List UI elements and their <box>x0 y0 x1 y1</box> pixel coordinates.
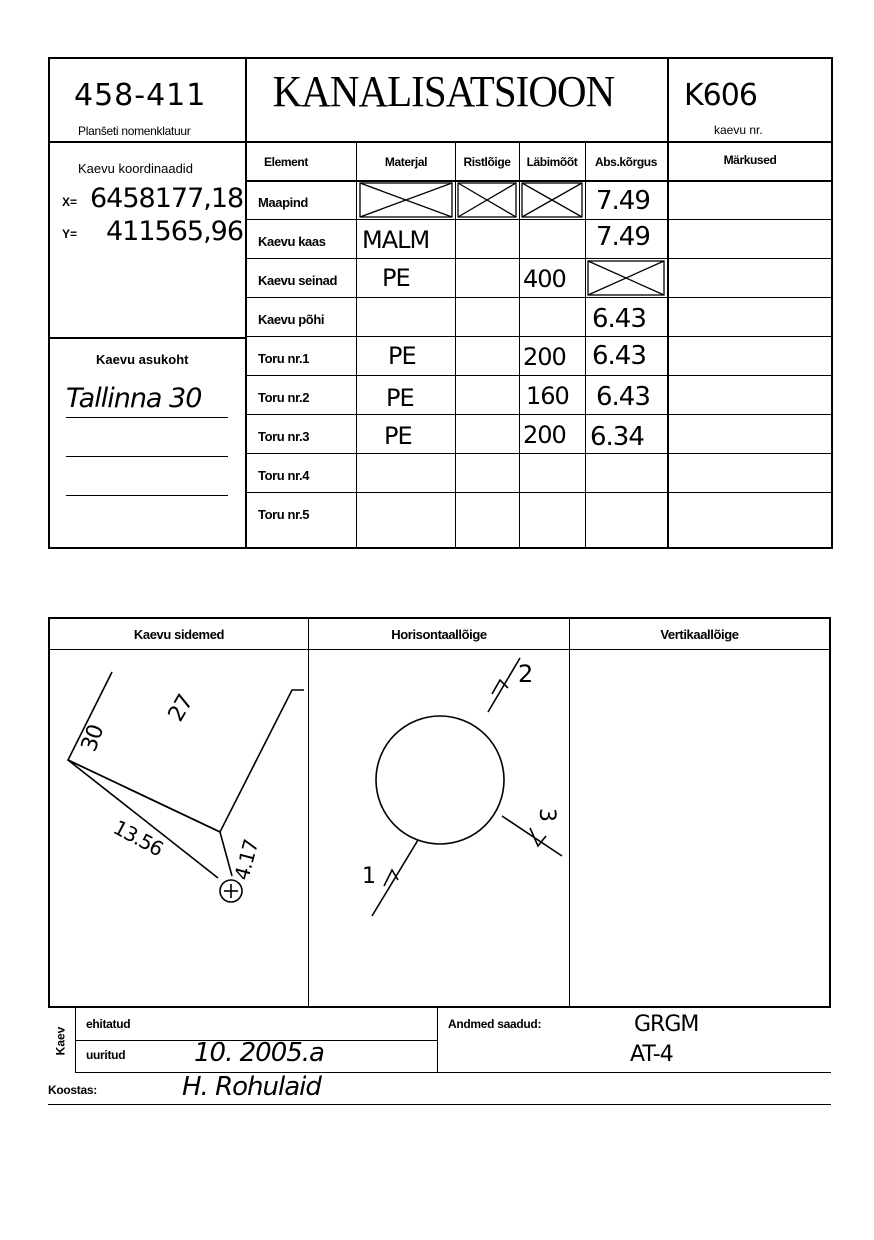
tie-value: 27 <box>163 690 199 727</box>
page-title: KANALISATSIOON <box>272 67 615 116</box>
row-label: Toru nr.5 <box>258 507 310 522</box>
cell-diameter: 200 <box>523 421 566 449</box>
row-label: Kaevu seinad <box>258 273 338 288</box>
cell-diameter: 400 <box>523 265 566 293</box>
row-label: Toru nr.4 <box>258 468 310 483</box>
coords-label: Kaevu koordinaadid <box>78 161 193 176</box>
header-notes: Märkused <box>723 153 777 167</box>
row-label: Kaevu põhi <box>258 312 325 327</box>
location-label: Kaevu asukoht <box>96 352 189 367</box>
x-label: X= <box>62 195 78 209</box>
data-source-label: Andmed saadud: <box>448 1017 542 1031</box>
author-label: Koostas: <box>48 1083 97 1097</box>
surveyed-value: 10. 2005.a <box>194 1038 324 1068</box>
cell-material: PE <box>384 422 412 450</box>
header-element: Element <box>264 155 308 169</box>
row-label: Toru nr.2 <box>258 390 310 405</box>
y-label: Y= <box>62 227 78 241</box>
side-label: Kaev <box>53 1026 68 1056</box>
row-label: Kaevu kaas <box>258 234 326 249</box>
cell-material: MALM <box>362 226 430 254</box>
cell-diameter: 160 <box>526 382 569 410</box>
well-number-label: kaevu nr. <box>714 123 763 137</box>
data-source-value: AT-4 <box>630 1042 673 1067</box>
header-elevation: Abs.kõrgus <box>594 155 657 169</box>
data-source-value: GRGM <box>634 1012 699 1037</box>
built-label: ehitatud <box>86 1017 131 1031</box>
horizontal-section-label: Horisontaallõige <box>391 627 487 642</box>
tie-value: 4.17 <box>229 837 264 883</box>
cell-elevation: 7.49 <box>596 186 650 216</box>
cell-material: PE <box>382 264 410 292</box>
row-label: Maapind <box>258 195 308 210</box>
well-number: K606 <box>684 78 757 113</box>
vertical-section-label: Vertikaallõige <box>660 627 739 642</box>
cell-material: PE <box>388 342 416 370</box>
header-cross: Ristlõige <box>463 155 511 169</box>
author-value: H. Rohulaid <box>182 1072 321 1102</box>
pipe-label: 3 <box>534 808 559 821</box>
surveyed-label: uuritud <box>86 1048 126 1062</box>
sheet-number: 458-411 <box>74 78 207 113</box>
pipe-label: 2 <box>518 660 533 688</box>
tie-value: 30 <box>76 722 110 755</box>
pipe-label: 1 <box>362 864 375 889</box>
header-diameter: Läbimõõt <box>526 155 578 169</box>
y-coordinate: 411565,96 <box>106 216 244 247</box>
location-value: Tallinna 30 <box>66 383 202 414</box>
tie-value: 13.56 <box>109 815 167 861</box>
ties-label: Kaevu sidemed <box>133 627 225 642</box>
cell-material: PE <box>386 384 414 412</box>
row-label: Toru nr.3 <box>258 429 310 444</box>
cell-elevation: 6.34 <box>590 422 644 452</box>
header-material: Materjal <box>384 155 428 169</box>
sheet-label: Planšeti nomenklatuur <box>78 124 191 138</box>
cell-elevation: 6.43 <box>592 304 646 334</box>
cell-diameter: 200 <box>523 343 566 371</box>
cell-elevation: 7.49 <box>596 222 650 252</box>
row-label: Toru nr.1 <box>258 351 310 366</box>
x-coordinate: 6458177,18 <box>90 183 244 214</box>
cell-elevation: 6.43 <box>596 382 650 412</box>
cell-elevation: 6.43 <box>592 341 646 371</box>
